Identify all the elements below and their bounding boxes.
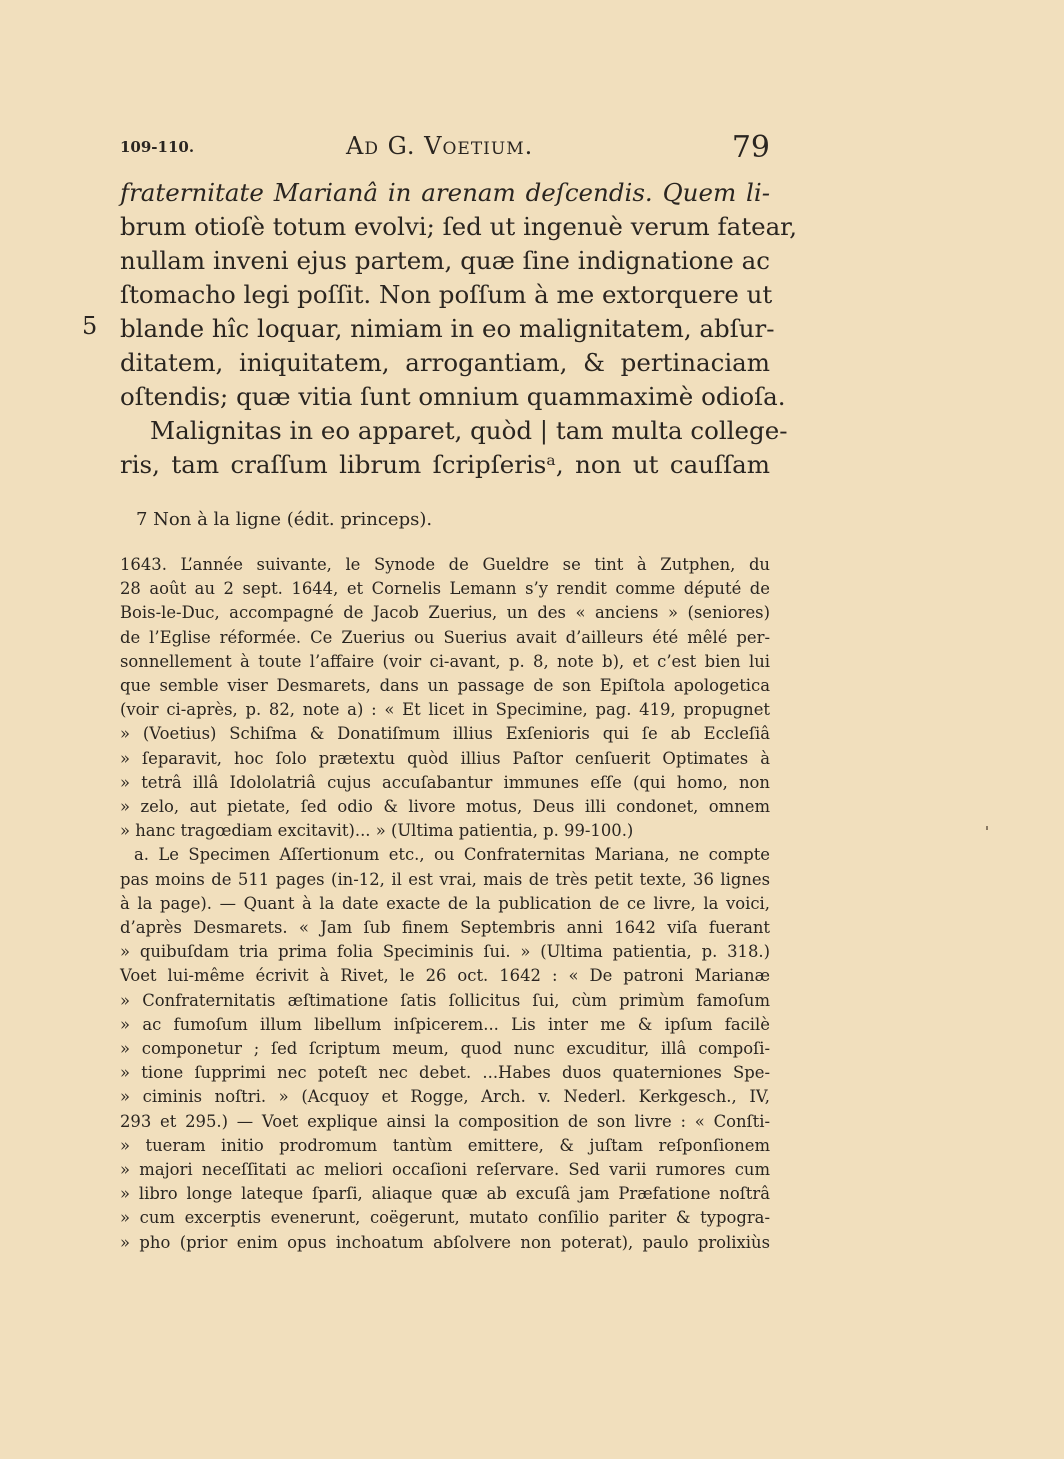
note-line: » ac fumoſum illum libellum inſpicerem... Lis inter me & ipſum facilè [120, 1014, 770, 1034]
page-number: 79 [731, 130, 770, 165]
main-line: brum otioſè totum evolvi; ſed ut ingenuè verum fatear, [120, 212, 797, 241]
note-line: pas moins de 511 pages (in-12, il est vrai, mais de très petit texte, 36 lignes [120, 869, 770, 889]
main-text [120, 176, 797, 482]
running-header [120, 130, 770, 170]
note-line: (voir ci-après, p. 82, note a) : « Et licet in Specimine, pag. 419, propugnet [120, 700, 770, 720]
footnotes [120, 553, 770, 1255]
note-line: a. Le Specimen Aſſertionum etc., ou Confraternitas Mariana, ne compte [134, 845, 770, 865]
note-line: » (Voetius) Schiſma & Donatiſmum illius Exſenioris qui ſe ab Eccleſiâ [120, 724, 770, 744]
main-line: blande hîc loquar, nimiam in eo malignitatem, abſur- [120, 314, 775, 343]
header-section-range: 109-110. [120, 138, 195, 156]
note-line: » tione ſupprimi nec poteſt nec debet. ...Habes duos quaterniones Spe- [120, 1063, 770, 1083]
note-line: » libro longe lateque ſparſi, aliaque quæ ab excuſâ jam Præfatione noſtrâ [120, 1184, 770, 1204]
note-line: sonnellement à toute l’affaire (voir ci-avant, p. 8, note b), et c’est bien lui [120, 651, 770, 671]
note-line: » pho (prior enim opus inchoatum abſolvere non poterat), paulo prolixiùs [120, 1232, 770, 1252]
note-line: 1643. L’année suivante, le Synode de Gueldre se tint à Zutphen, du [120, 555, 770, 574]
note-line: » quibuſdam tria prima folia Speciminis ſui. » (Ultima patientia, p. 318.) [120, 942, 770, 962]
note-line: » hanc tragœdiam excitavit)... » (Ultima patientia, p. 99-100.) [120, 821, 634, 841]
note-line: » ſeparavit, hoc ſolo prætextu quòd illius Paſtor cenſuerit Optimates à [120, 748, 770, 768]
variant-note: 7 Non à la ligne (édit. princeps). [136, 509, 433, 530]
main-line: ris, tam craſſum librum ſcripſerisᵃ, non ut cauſſam [120, 450, 770, 479]
note-line: » componetur ; ſed ſcriptum meum, quod nunc excuditur, illâ compoſi- [120, 1039, 770, 1059]
note-line: Bois-le-Duc, accompagné de Jacob Zuerius, un des « anciens » (seniores) [120, 603, 770, 623]
note-line: » cum excerptis evenerunt, coëgerunt, mutato conſilio pariter & typogra- [120, 1208, 770, 1228]
main-line: ditatem, iniquitatem, arrogantiam, & pertinaciam [120, 348, 770, 377]
note-line: Voet lui-même écrivit à Rivet, le 26 oct. 1642 : « De patroni Marianæ [120, 966, 770, 986]
note-line: que semble viser Desmarets, dans un passage de son Epiſtola apologetica [120, 676, 770, 696]
note-line: » tetrâ illâ Idololatriâ cujus accuſabantur immunes eſſe (qui homo, non [120, 772, 770, 792]
main-line: ſtomacho legi poſſit. Non poſſum à me extorquere ut [120, 280, 773, 309]
main-line: fraternitate Marianâ in arenam deſcendis. Quem li- [120, 178, 770, 207]
main-line: nullam inveni ejus partem, quæ ſine indignatione ac [120, 246, 770, 275]
note-line: 28 août au 2 sept. 1644, et Cornelis Lemann s’y rendit comme député de [120, 579, 770, 599]
margin-line-number: 5 [82, 312, 98, 340]
note-line: » ciminis noſtri. » (Acquoy et Rogge, Arch. v. Nederl. Kerkgesch., IV, [120, 1087, 770, 1107]
note-line: à la page). — Quant à la date exacte de la publication de ce livre, la voici, [120, 893, 770, 913]
paper-speck [986, 826, 988, 830]
header-title: Ad G. Voetium. [346, 132, 534, 160]
note-line: » tueram initio prodromum tantùm emittere, & juſtam reſponſionem [120, 1135, 770, 1155]
note-line: » zelo, aut pietate, ſed odio & livore motus, Deus illi condonet, omnem [120, 797, 770, 817]
note-line: » majori neceſſitati ac meliori occaſioni reſervare. Sed varii rumores cum [120, 1160, 770, 1180]
note-line: d’après Desmarets. « Jam ſub finem Septembris anni 1642 viſa fuerant [120, 918, 770, 938]
main-line: Malignitas in eo apparet, quòd | tam multa college- [150, 416, 788, 445]
note-line: de l’Eglise réformée. Ce Zuerius ou Suerius avait d’ailleurs été mêlé per- [120, 627, 770, 647]
main-line: oſtendis; quæ vitia ſunt omnium quammaximè odioſa. [120, 382, 786, 411]
note-line: » Confraternitatis æſtimatione ſatis ſollicitus ſui, cùm primùm famoſum [120, 990, 770, 1010]
note-line: 293 et 295.) — Voet explique ainsi la composition de son livre : « Conſti- [120, 1111, 770, 1131]
